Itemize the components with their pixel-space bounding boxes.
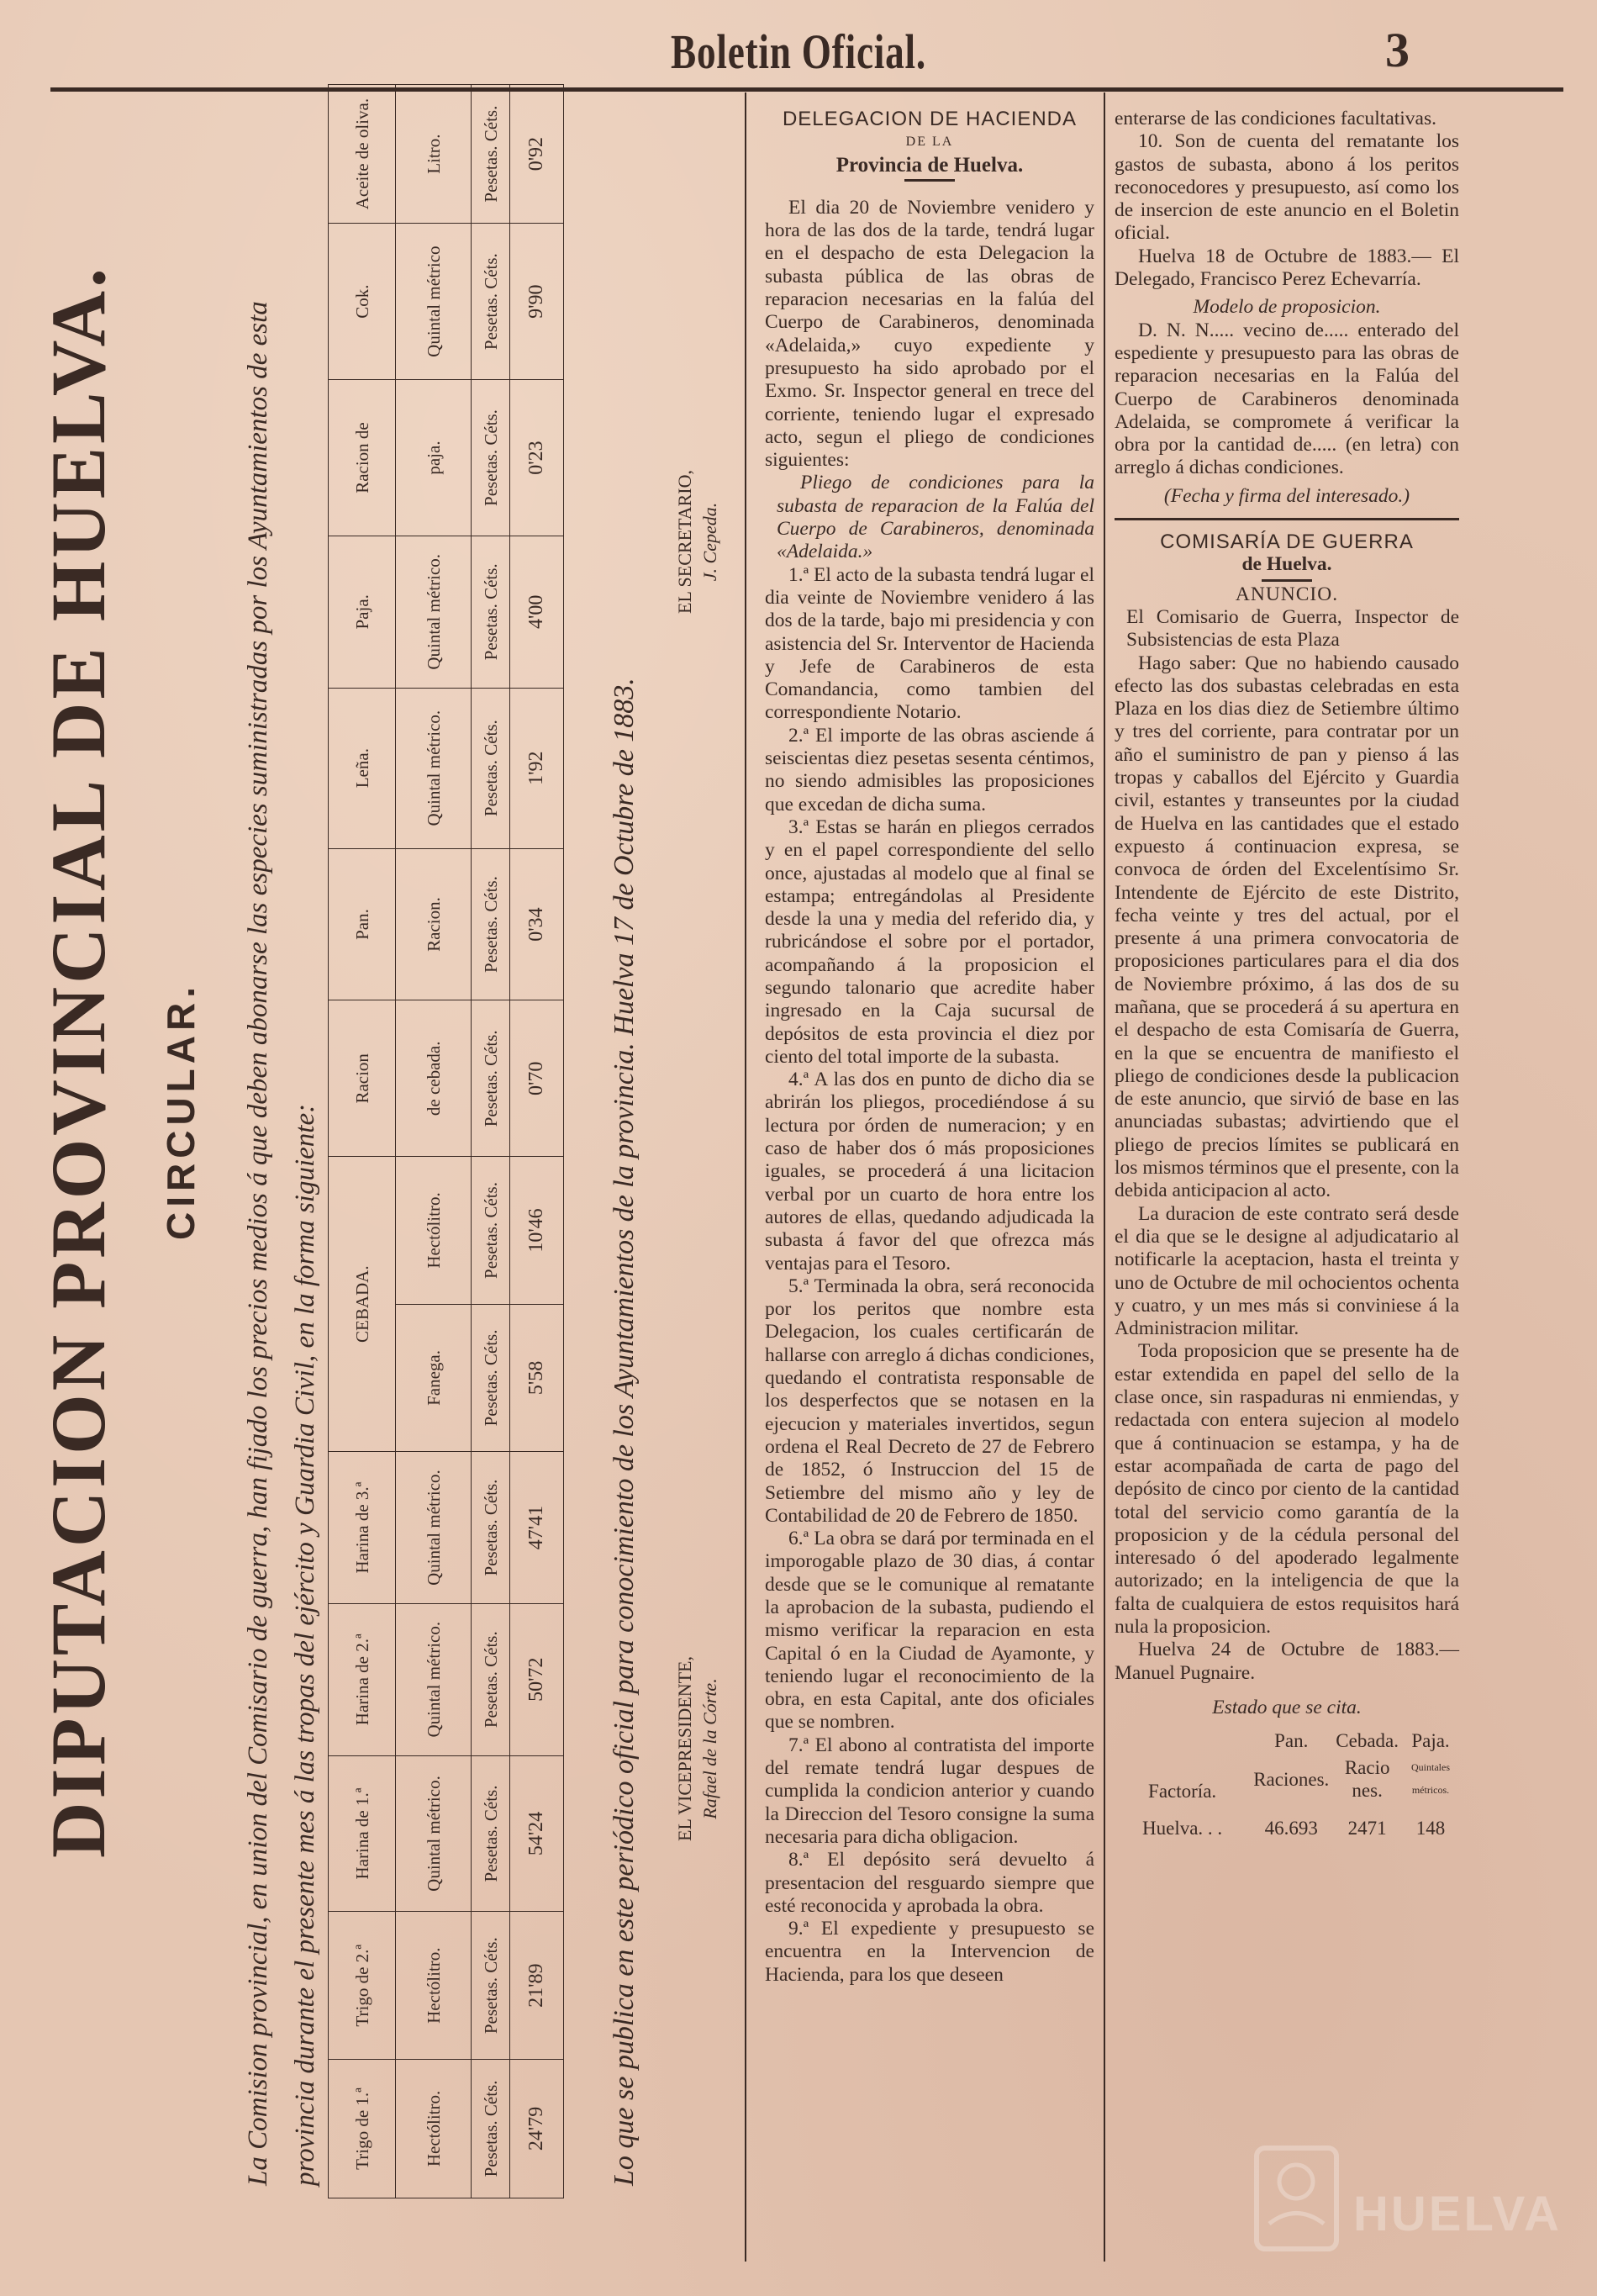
anuncio-label: ANUNCIO.: [1235, 583, 1339, 605]
currency-cell: Pesetas. Céts.: [472, 1000, 510, 1157]
currency-cell: Pesetas. Céts.: [472, 848, 510, 1000]
header-rule: [50, 87, 1563, 92]
unit-cell: Quintal métrico.: [396, 1603, 472, 1755]
unit-cell: Quintal métrico.: [396, 1452, 472, 1604]
pliego-title: Pliego de condiciones para la subasta de reparacion de la Falúa del Cuerpo de Carabineros, denominada «Adelaida.»: [777, 472, 1094, 563]
paragraph: 10. Son de cuenta del rematante los gastos de subasta, abono á los peritos reconocedores y presupuesto, así como los de insercion de este anuncio en el Boletin oficial.: [1115, 130, 1459, 245]
page-number: 3: [1385, 23, 1410, 77]
currency-cell: Pesetas. Céts.: [472, 380, 510, 536]
paragraph: Toda proposicion que se presente ha de estar extendida en papel del sello de la clase once, sin raspaduras ni enmiendas, y redactada con entera sujecion al modelo que á continuacion se estampa, y ha de estar acompañada de carta de pago del depósito de cinco por ciento de la cantidad total del servicio como garantía de la proposicion y de la cédula personal del interesado ó del apoderado legalmente autorizado; en la inteligencia de que la falta de cualquiera de estos requisitos hará nula la proposicion.: [1115, 1340, 1459, 1638]
unit-cell: de cebada.: [396, 1000, 472, 1157]
paragraph: El dia 20 de Noviembre venidero y hora de las dos de la tarde, tendrá lugar en el despacho de esta Delegacion la subasta pública de las obras de reparacion necesarias en la falúa del Cuerpo de Carabineros, denominada «Adelaida,» cuyo expediente y presupuesto ha sido aprobado por el Exmo. Sr. Inspector general en trece del corriente, teniendo lugar el expresado acto, segun el pliego de condiciones siguientes:: [765, 196, 1094, 472]
price-value: 0'34: [510, 848, 564, 1000]
currency-cell: Pesetas. Céts.: [472, 1755, 510, 1912]
paragraph: 7.ª El abono al contratista del importe del remate tendrá lugar despues de cumplida la condicion anterior y cuando la Direccion del Tesoro consigne la suma necesaria para dicha obligacion.: [765, 1734, 1094, 1848]
signature-name: J. Cepeda.: [699, 502, 720, 582]
price-value: 50'72: [510, 1603, 564, 1755]
unit-cell: Quintal métrico: [396, 224, 472, 380]
price-value: 0'92: [510, 85, 564, 224]
unit-cell: Quintal métrico.: [396, 536, 472, 688]
watermark-text: HUELVA: [1353, 2187, 1562, 2241]
price-value: 4'00: [510, 536, 564, 688]
price-value: 0'23: [510, 380, 564, 536]
estado-title: Estado que se cita.: [1212, 1696, 1362, 1718]
price-value: 9'90: [510, 224, 564, 380]
paragraph: 1.ª El acto de la subasta tendrá lugar el dia veinte de Noviembre venidero á las dos de la tarde, bajo mi presidencia y con asistencia del Sr. Interventor de Hacienda y Jefe de Carabineros de esta Comandancia, como tambien del correspondiente Notario.: [765, 563, 1094, 724]
circular-subtitle: CIRCULAR.: [159, 982, 203, 1240]
estado-header: Factoría.: [1148, 1781, 1217, 1802]
estado-subheader: Racio nes.: [1344, 1757, 1390, 1802]
col-header: Cok.: [329, 224, 396, 380]
unit-cell: Litro.: [396, 85, 472, 224]
column-hacienda: [765, 108, 1094, 1987]
divider: [1262, 579, 1312, 582]
main-title: DIPUTACION PROVINCIAL DE HUELVA.: [35, 264, 121, 1858]
comisaria-heading-huelva: de Huelva.: [1241, 553, 1332, 576]
currency-cell: Pesetas. Céts.: [472, 85, 510, 224]
paragraph: 3.ª Estas se harán en pliegos cerrados y en el papel correspondiente del sello once, ajustadas al modelo que al final se estampa; entregándolas al Presidente desde la una y media del referido dia, y rubricándose el sobre por el portador, acompañando á la proposicion el segundo talonario que acredite haber ingresado en la Caja sucursal de depósitos de esta provincia el diez por ciento del total importe de la subasta.: [765, 815, 1094, 1068]
col-header: Racion: [329, 1000, 396, 1157]
price-value: 47'41: [510, 1452, 564, 1604]
estado-subheader: Raciones.: [1253, 1768, 1330, 1790]
hacienda-heading-de-la: DE LA: [905, 135, 954, 150]
paragraph: 6.ª La obra se dará por terminada en el imporogable plazo de 30 dias, á contar desde que se le comunique al rematante la aprobacion de la subasta, pudiendo el mismo verificar la reparacion en esta Capital ó en la Ciudad de Ayamonte, y teniendo lugar el reconocimiento de la obra, en esta Capital, ante dos oficiales que se nombren.: [765, 1528, 1094, 1734]
page-header-title: Boletin Oficial.: [670, 24, 927, 79]
price-value: 10'46: [510, 1157, 564, 1304]
paragraph: Huelva 18 de Octubre de 1883.— El Delegado, Francisco Perez Echevarría.: [1115, 245, 1459, 291]
price-value: 21'89: [510, 1912, 564, 2059]
signature-secretario: [672, 470, 723, 614]
unit-cell: Hectólitro.: [396, 2059, 472, 2198]
estado-value: 2471: [1347, 1817, 1387, 1839]
divider: [1115, 518, 1459, 520]
col-header: Harina de 3.ª: [329, 1452, 396, 1604]
unit-cell: paja.: [396, 380, 472, 536]
currency-cell: Pesetas. Céts.: [472, 1603, 510, 1755]
estado-header: Pan.: [1274, 1730, 1309, 1752]
intro-line-2: provincia durante el presente mes á las tropas del ejército y Guardia Civil, en la forma siguiente:: [290, 1103, 320, 2186]
huelva-watermark: [1248, 2135, 1568, 2262]
paragraph: Hago saber: Que no habiendo causado efecto las dos subastas celebradas en esta Plaza en los dias diez de Setiembre último y tres del corriente, para contratar por un año el suministro de pan y pienso á las tropas y caballos del Ejército y Guardia civil, estantes y transeuntes por la ciudad de Huelva en las cantidades que el estado expuesto á continuacion expresa, se convoca de órden del Excelentísimo Sr. Intendente de Ejército de este Distrito, fecha veinte y tres del actual, por el presente á una primera convocatoria de proposiciones particulares para el dia dos de Noviembre próximo, á las dos de su mañana, que se procederá á su apertura en el despacho de esta Comisaría de Guerra, en la que se encuentra de manifiesto el pliego de condiciones desde la publicacion de este anuncio, que sirvió de base en las anunciadas subastas; advirtiendo que el pliego de precios límites se publicará en los mismos términos que el presente, con la debida anticipacion al acto.: [1115, 652, 1459, 1202]
signature-name: Rafael de la Córte.: [699, 1678, 720, 1819]
paragraph: 5.ª Terminada la obra, será reconocida por los peritos que nombre esta Delegacion, los cuales certificarán de hallarse con arreglo á dichas condiciones, quedando el contratista responsable de los desperfectos que se notasen en la ejecucion y materiales invertidos, segun ordena el Real Decreto de 27 de Febrero de 1852, ó Instruccion del 15 de Setiembre del mismo año y ley de Contabilidad de 20 de Febrero de 1850.: [765, 1275, 1094, 1527]
price-value: 54'24: [510, 1755, 564, 1912]
signature-vicepresidente: [672, 1656, 723, 1841]
currency-cell: Pesetas. Céts.: [472, 536, 510, 688]
divider: [904, 179, 955, 182]
unit-cell: Fanega.: [396, 1304, 472, 1451]
currency-cell: Pesetas. Céts.: [472, 1452, 510, 1604]
col-header: Aceite de oliva.: [329, 85, 396, 224]
paragraph: 4.ª A las dos en punto de dicho dia se abrirán los pliegos, procediéndose á su lectura por órden de numeracion; y en caso de haber dos ó más proposiciones iguales, se procederá á una licitacion verbal por un cuarto de hora entre los autores de ellas, quedando adjudicada la subasta á favor del que ofrezca más ventajas para el Tesoro.: [765, 1069, 1094, 1275]
unit-cell: Racion.: [396, 848, 472, 1000]
paragraph: El Comisario de Guerra, Inspector de Subsistencias de esta Plaza: [1126, 605, 1459, 652]
paragraph: 2.ª El importe de las obras asciende á seiscientas diez pesetas sesenta céntimos, no siendo admisibles las proposiciones que excedan de dicha suma.: [765, 724, 1094, 815]
estado-value: 46.693: [1264, 1817, 1318, 1839]
unit-cell: Hectólitro.: [396, 1157, 472, 1304]
col-header: Trigo de 2.ª: [329, 1912, 396, 2059]
paragraph: La duracion de este contrato será desde el dia que se le designe al adjudicatario al notificarle la aceptacion, hasta el treinta y uno de Octubre de mil ochocientos ochenta y cuatro, y un mes más si conviniese á la Administracion militar.: [1115, 1202, 1459, 1340]
estado-value: 148: [1415, 1817, 1446, 1839]
col-header: Harina de 2.ª: [329, 1603, 396, 1755]
estado-header: Cebada.: [1336, 1730, 1399, 1752]
col-header: Pan.: [329, 848, 396, 1000]
column-divider: [745, 92, 746, 2262]
signature-role: EL SECRETARIO,: [674, 470, 695, 614]
hacienda-heading-provincia: Provincia de Huelva.: [835, 153, 1024, 177]
price-table: [328, 84, 564, 2198]
price-value: 5'58: [510, 1304, 564, 1451]
paragraph: Huelva 24 de Octubre de 1883.— Manuel Pugnaire.: [1115, 1639, 1459, 1684]
price-value: 1'92: [510, 688, 564, 848]
paragraph: 8.ª El depósito será devuelto á presentacion del resguardo siempre que esté reconocida y aprobada la obra.: [765, 1849, 1094, 1917]
col-header: Paja.: [329, 536, 396, 688]
paragraph: 9.ª El expediente y presupuesto se encuentra en la Intervencion de Hacienda, para los que deseen: [765, 1918, 1094, 1986]
unit-cell: Quintal métrico.: [396, 688, 472, 848]
price-value: 0'70: [510, 1000, 564, 1157]
column-divider: [1104, 92, 1105, 2262]
unit-cell: Hectólitro.: [396, 1912, 472, 2059]
comisaria-heading: COMISARÍA DE GUERRA: [1160, 530, 1414, 554]
signature-role: EL VICEPRESIDENTE,: [674, 1656, 695, 1841]
column-comisaria: [1115, 108, 1459, 1851]
estado-header: Paja.: [1411, 1730, 1450, 1752]
price-table-wrap: [328, 84, 564, 2198]
col-header: Racion de: [329, 380, 396, 536]
col-header: Leña.: [329, 688, 396, 848]
estado-table: [1115, 1728, 1459, 1851]
paragraph: enterarse de las condiciones facultativas.: [1115, 108, 1437, 129]
col-header: Trigo de 1.ª: [329, 2059, 396, 2198]
currency-cell: Pesetas. Céts.: [472, 224, 510, 380]
currency-cell: Pesetas. Céts.: [472, 688, 510, 848]
currency-cell: Pesetas. Céts.: [472, 1157, 510, 1304]
modelo-title: Modelo de proposicion.: [1193, 296, 1381, 319]
modelo-text: D. N. N..... vecino de..... enterado del espediente y presupuesto para las obras de reparacion necesarias en la Falúa del Cuerpo de Carabineros denominada Adelaida, se compromete á verificar la obra por la cantidad de..... (en letra) con arreglo á dichas condiciones.: [1115, 319, 1459, 479]
hacienda-heading: DELEGACION DE HACIENDA: [782, 108, 1078, 130]
price-value: 24'79: [510, 2059, 564, 2198]
estado-subheader: Quintales métricos.: [1411, 1761, 1450, 1797]
firma-line: (Fecha y firma del interesado.): [1163, 484, 1410, 507]
publication-note: Lo que se publica en este periódico oficial para conocimiento de los Ayuntamientos de la provincia. Huelva 17 de Octubre de 1883.: [609, 678, 640, 2186]
currency-cell: Pesetas. Céts.: [472, 2059, 510, 2198]
intro-line-1: La Comision provincial, en union del Comisario de guerra, han fijado los precios medios á que deben abonarse las especies suministradas por los Ayuntamientos de esta: [243, 301, 273, 2186]
estado-row-name: Huelva. . .: [1142, 1817, 1223, 1839]
currency-cell: Pesetas. Céts.: [472, 1304, 510, 1451]
col-header-cebada: CEBADA.: [329, 1157, 396, 1452]
unit-cell: Quintal métrico.: [396, 1755, 472, 1912]
col-header: Harina de 1.ª: [329, 1755, 396, 1912]
currency-cell: Pesetas. Céts.: [472, 1912, 510, 2059]
